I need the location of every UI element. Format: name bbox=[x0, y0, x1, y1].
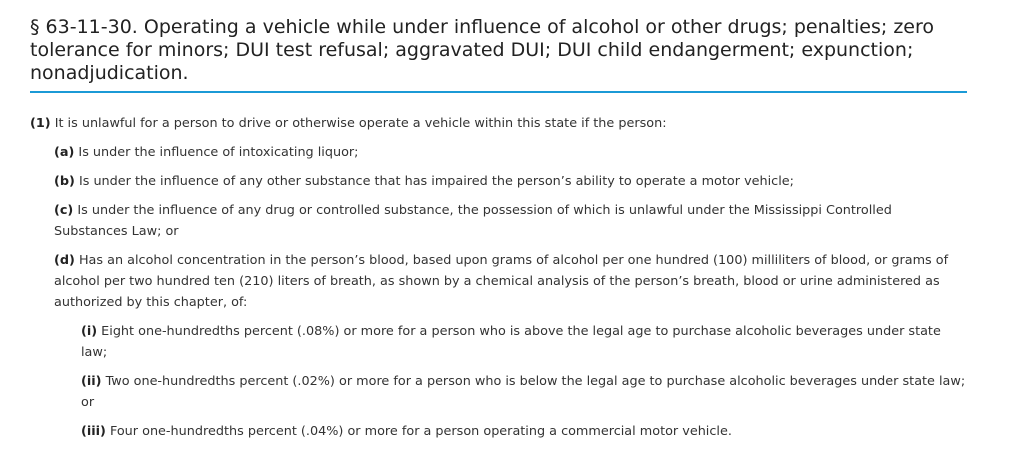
subparagraph-ii bbox=[81, 371, 967, 413]
subparagraph-text: Four one-hundredths percent (.04%) or more for a person operating a commercial motor vehicle. bbox=[109, 424, 732, 439]
paragraph-text: Is under the influence of intoxicating liquor; bbox=[78, 145, 359, 160]
subparagraph-iii bbox=[81, 421, 967, 442]
subsection-number: (1) bbox=[30, 116, 51, 131]
paragraph-text: Is under the influence of any other substance that has impaired the person’s ability to operate a motor vehicle; bbox=[78, 174, 794, 189]
subparagraph-number: (ii) bbox=[81, 374, 102, 389]
paragraph-b bbox=[54, 171, 967, 192]
paragraph-a bbox=[54, 142, 967, 163]
paragraph-number: (d) bbox=[54, 253, 75, 268]
paragraph-d bbox=[54, 250, 967, 313]
subparagraph-number: (i) bbox=[81, 324, 98, 339]
statute-section bbox=[30, 16, 967, 442]
subsection-text: It is unlawful for a person to drive or otherwise operate a vehicle within this state if the person: bbox=[54, 116, 667, 131]
subparagraph-text: Eight one-hundredths percent (.08%) or more for a person who is above the legal age to purchase alcoholic beverages under state law; bbox=[81, 324, 941, 360]
subparagraph-text: Two one-hundredths percent (.02%) or more for a person who is below the legal age to purchase alcoholic beverages under state law; or bbox=[81, 374, 966, 410]
paragraph-number: (b) bbox=[54, 174, 75, 189]
section-title: § 63-11-30. Operating a vehicle while under influence of alcohol or other drugs; penalties; zero tolerance for minors; DUI test refusal; aggravated DUI; DUI child endangerment; expunction; nonadjudication. bbox=[30, 16, 967, 93]
subparagraph-number: (iii) bbox=[81, 424, 106, 439]
paragraph-text: Is under the influence of any drug or controlled substance, the possession of which is unlawful under the Mississippi Controlled Substances Law; or bbox=[54, 203, 892, 239]
subparagraph-i bbox=[81, 321, 967, 363]
subsection-1 bbox=[30, 113, 967, 134]
paragraph-number: (c) bbox=[54, 203, 74, 218]
paragraph-number: (a) bbox=[54, 145, 75, 160]
paragraph-c bbox=[54, 200, 967, 242]
paragraph-text: Has an alcohol concentration in the person’s blood, based upon grams of alcohol per one hundred (100) milliliters of blood, or grams of alcohol per two hundred ten (210) liters of breath, as shown by a chemical analysis of the person’s breath, blood or urine administered as authorized by this chapter, of: bbox=[54, 253, 949, 310]
